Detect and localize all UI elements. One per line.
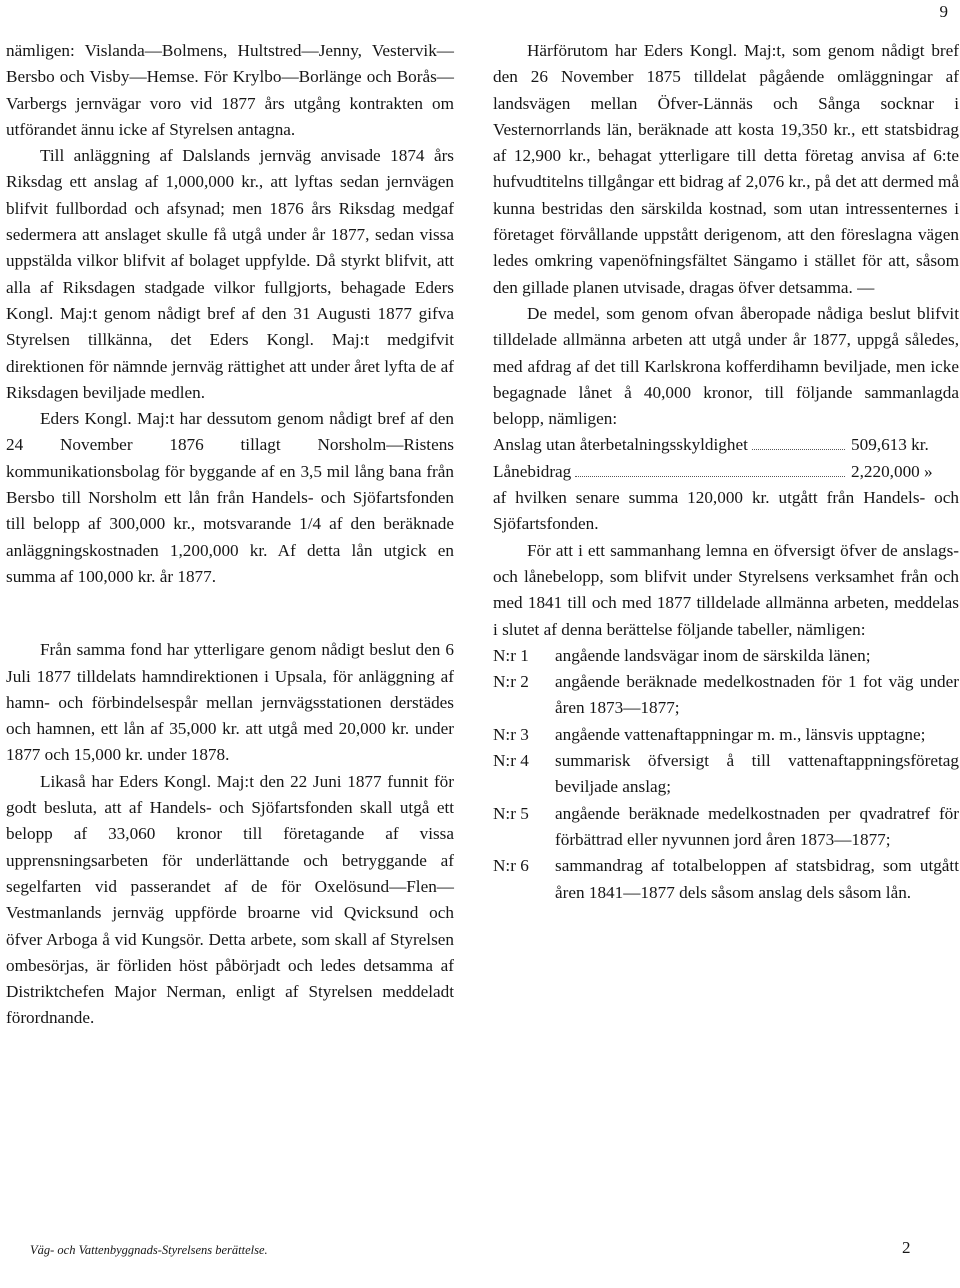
ledger-amount: 2,220,000 » (851, 461, 933, 481)
list-item (493, 853, 959, 906)
list-item-text: angående landsvägar inom de särskilda länen; (555, 645, 871, 665)
list-item-number: N:r 4 (493, 751, 529, 771)
paragraph: För att i ett sammanhang lemna en öfversigt öfver de anslags- och lånebelopp, som blifvit under Styrelsens verksamhet från och med 1841 till och med 1877 tilldelade allmänna arbeten, meddelas i slutet af denna berättelse följande tabeller, nämligen: (493, 540, 959, 639)
footer-title: Väg- och Vattenbyggnads-Styrelsens berättelse. (30, 1243, 268, 1257)
paragraph: nämligen: Vislanda—Bolmens, Hultstred—Jenny, Vestervik—Bersbo och Visby—Hemse. För Krylbo—Borlänge och Borås—Varbergs jernvägar voro vid 1877 års utgång kontrakten om utförandet ännu icke af Styrelsen antagna. (6, 41, 454, 139)
page-number: 9 (939, 2, 948, 21)
list-item (493, 801, 959, 854)
ledger (493, 432, 959, 485)
dot-leader (752, 449, 845, 450)
ledger-row (493, 459, 959, 485)
right-column (493, 38, 959, 906)
paragraph: Likaså har Eders Kongl. Maj:t den 22 Juni 1877 funnit för godt besluta, att af Handels- och Sjöfartsfonden skall utgå ett belopp af 33,060 kronor till företagande af vissa upprensningsarbeten för underlättande och betryggande af segelfarten vid passerandet af de för Oxelösund—Flen—Vestmanlands jernväg uppförde broarne vid Qvicksund och öfver Arboga å vid Kungsör. Detta arbete, som skall af Styrelsen ombesörjas, är förliden höst påbörjadt och ledes detsamma af Distriktchefen Major Nerman, enligt af Styrelsen meddeladt förordnande. (6, 771, 454, 1028)
ledger-label: Anslag utan återbetalningsskyldighet (493, 435, 748, 455)
paragraph: De medel, som genom ofvan åberopade nådiga beslut blifvit tilldelade allmänna arbeten att utgå under år 1877, uppgå således, med afdrag af det till Karlskrona kofferdihamn beviljade, men icke begagnade lånet å 40,000 kronor, till följande sammanlagda belopp, nämligen: (493, 303, 959, 429)
list-item-number: N:r 6 (493, 856, 529, 876)
left-column (6, 38, 454, 1032)
dot-leader (575, 476, 845, 477)
list-item-text: summarisk öfversigt å till vattenaftappningsföretag beviljade anslag; (555, 751, 959, 797)
table-list (493, 643, 959, 906)
ledger-label: Lånebidrag (493, 461, 572, 481)
list-item-number: N:r 2 (493, 672, 529, 692)
ledger-row (493, 432, 959, 458)
list-item (493, 748, 959, 801)
paragraph: Från samma fond har ytterligare genom nådigt beslut den 6 Juli 1877 tilldelats hamndirektionen i Upsala, för anläggning af hamn- och förbindelsespår mellan jernvägsstationen derstädes och hamnen, ett lån af 35,000 kr. att utgå med 20,000 kr. under 1877 och 15,000 kr. under 1878. (6, 640, 454, 765)
paragraph: af hvilken senare summa 120,000 kr. utgått från Handels- och Sjöfartsfonden. (493, 488, 959, 534)
signature-mark: 2 (902, 1238, 911, 1257)
list-item-text: angående beräknade medelkostnaden per qvadratref för förbättrad eller nyvunnen jord åren 1873—1877; (555, 803, 959, 849)
list-item-text: sammandrag af totalbeloppen af statsbidrag, som utgått åren 1841—1877 dels såsom anslag dels såsom lån. (555, 856, 959, 902)
paragraph: Eders Kongl. Maj:t har dessutom genom nådigt bref af den 24 November 1876 tillagt Norsholm—Ristens kommunikationsbolag för byggande af en 3,5 mil lång bana från Bersbo till Norsholm ett lån från Handels- och Sjöfartsfonden till belopp af 300,000 kr., motsvarande 1/4 af den beräknade anläggningskostnaden 1,200,000 kr. Af detta lån utgick en summa af 100,000 kr. år 1877. (6, 409, 454, 586)
ledger-amount: 509,613 kr. (851, 435, 929, 455)
list-item (493, 722, 959, 748)
list-item-text: angående vattenaftappningar m. m., länsvis upptagne; (555, 724, 926, 744)
list-item (493, 669, 959, 722)
list-item-number: N:r 5 (493, 803, 529, 823)
list-item-number: N:r 3 (493, 724, 529, 744)
paragraph: Härförutom har Eders Kongl. Maj:t, som genom nådigt bref den 26 November 1875 tilldelat pågående omläggningar af landsvägen mellan Öfver-Lännäs och Sånga socknar i Vesternorrlands län, beräknade att kosta 19,350 kr., ett statsbidrag af 12,900 kr., behagat ytterligare till detta företag anvisa af 6:te hufvudtitelns tillgångar ett bidrag af 2,076 kr., på det att dermed må kunna bestridas den särskilda kostnad, som utan intressenternes i företaget förvållande uppstått derigenom, att den föreslagna vägen ledes omkring vapenöfningsfältet Sängamo i stället för att, såsom den gillade planen utvisade, dragas öfver detsamma. — (493, 41, 959, 297)
list-item-text: angående beräknade medelkostnaden för 1 fot väg under åren 1873—1877; (555, 672, 959, 718)
paragraph: Till anläggning af Dalslands jernväg anvisade 1874 års Riksdag ett anslag af 1,000,000 kr., att lyftas sedan jernvägen blifvit fullbordad och afsynad; men 1876 års Riksdag medgaf sedermera att anslaget skulle få utgå under år 1877, sedan vissa uppstälda vilkor blifvit af bolaget uppfylde. Då styrkt blifvit, att alla af Riksdagen stadgade vilkor fullgjorts, behagade Eders Kongl. Maj:t genom nådigt bref af den 31 Augusti 1877 gifva Styrelsen tillkänna, det Eders Kongl. Maj:t medgifvit direktionen för nämnde jernväg rättighet att under året lyfta de af Riksdagen beviljade medlen. (6, 146, 454, 402)
list-item-number: N:r 1 (493, 645, 529, 665)
list-item (493, 643, 959, 669)
